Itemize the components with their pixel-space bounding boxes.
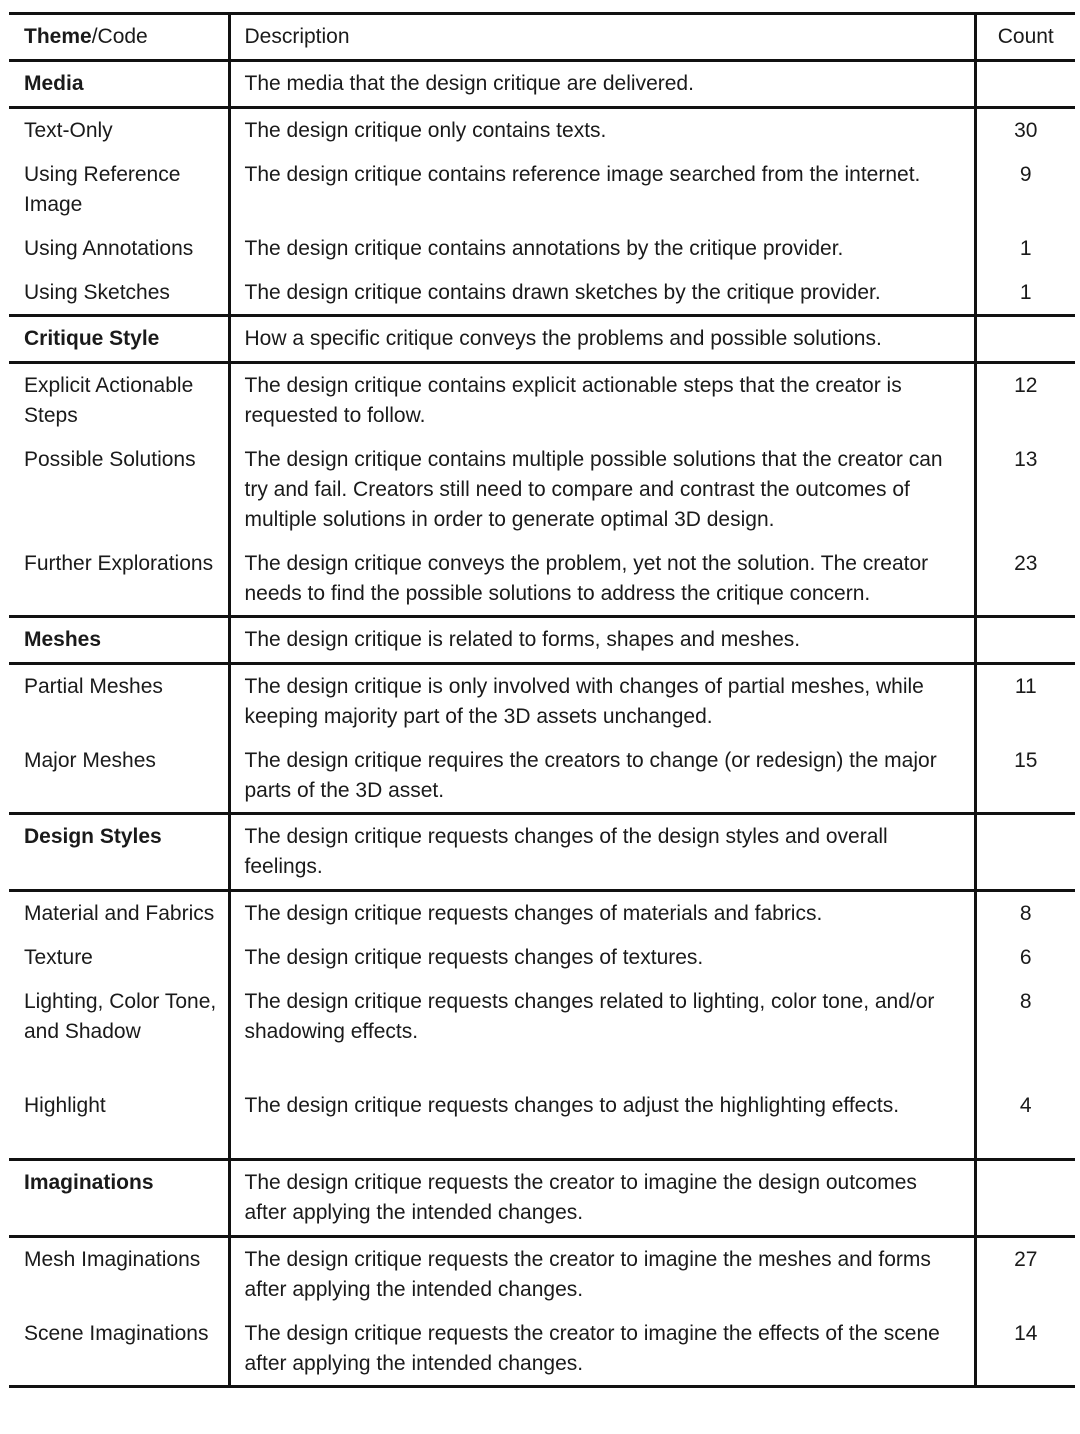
- table-row: [9, 271, 1075, 316]
- code-description: The design critique contains explicit actionable steps that the creator is requested to follow.: [229, 363, 975, 439]
- code-count: 30: [975, 108, 1075, 154]
- code-description: The design critique requests the creator to imagine the effects of the scene after applying the intended changes.: [229, 1312, 975, 1387]
- code-count: 8: [975, 891, 1075, 937]
- theme-row-imaginations: [9, 1160, 1075, 1237]
- code-name: Lighting, Color Tone, and Shadow: [9, 980, 229, 1084]
- code-name: Material and Fabrics: [9, 891, 229, 937]
- theme-row-critique-style: [9, 316, 1075, 363]
- theme-count: [975, 814, 1075, 891]
- code-description: The design critique requests changes related to lighting, color tone, and/or shadowing effects.: [229, 980, 975, 1084]
- code-description: The design critique contains annotations by the critique provider.: [229, 227, 975, 271]
- theme-name: Design Styles: [9, 814, 229, 891]
- code-name: Using Annotations: [9, 227, 229, 271]
- header-theme: Theme: [24, 25, 92, 48]
- header-separator: /: [91, 25, 98, 48]
- codebook-table: [9, 12, 1075, 1388]
- theme-description: The media that the design critique are delivered.: [229, 61, 975, 108]
- code-description: The design critique contains reference image searched from the internet.: [229, 153, 975, 227]
- code-name: Partial Meshes: [9, 664, 229, 740]
- code-count: 8: [1019, 990, 1032, 1013]
- header-code: Code: [97, 25, 148, 48]
- theme-row-media: [9, 61, 1075, 108]
- table-row: [9, 1084, 1075, 1160]
- table-row: [9, 936, 1075, 980]
- theme-count: [975, 617, 1075, 664]
- table-row: [9, 438, 1075, 542]
- code-name: Explicit Actionable Steps: [9, 363, 229, 439]
- theme-name: Imaginations: [9, 1160, 229, 1237]
- code-count: 14: [975, 1312, 1075, 1387]
- theme-description: The design critique requests changes of the design styles and overall feelings.: [229, 814, 975, 891]
- code-name: Texture: [9, 936, 229, 980]
- theme-name: Meshes: [9, 617, 229, 664]
- theme-description: The design critique requests the creator to imagine the design outcomes after applying the intended changes.: [229, 1160, 975, 1237]
- table-row: [9, 542, 1075, 617]
- code-description: The design critique requests the creator to imagine the meshes and forms after applying the intended changes.: [229, 1237, 975, 1313]
- code-count: 12: [975, 363, 1075, 439]
- code-name: Highlight: [9, 1084, 229, 1160]
- code-description: The design critique conveys the problem, yet not the solution. The creator needs to find the possible solutions to address the critique concern.: [229, 542, 975, 617]
- code-count: 1: [1019, 237, 1032, 260]
- table-row: [9, 1312, 1075, 1387]
- theme-count: [975, 316, 1075, 363]
- code-count: 15: [1014, 749, 1038, 772]
- theme-name: Critique Style: [9, 316, 229, 363]
- theme-description: The design critique is related to forms, shapes and meshes.: [229, 617, 975, 664]
- table-row: [9, 227, 1075, 271]
- code-description: The design critique requires the creators to change (or redesign) the major parts of the 3D asset.: [229, 739, 975, 814]
- theme-row-design-styles: [9, 814, 1075, 891]
- table-row: [9, 108, 1075, 154]
- code-count: 13: [1014, 448, 1038, 471]
- code-count: 1: [1019, 281, 1032, 304]
- code-description: The design critique only contains texts.: [229, 108, 975, 154]
- code-description: The design critique requests changes of textures.: [229, 936, 975, 980]
- table-row: [9, 739, 1075, 814]
- table-row: [9, 1237, 1075, 1313]
- table-row: [9, 664, 1075, 740]
- theme-name: Media: [9, 61, 229, 108]
- table-row: [9, 363, 1075, 439]
- header-theme-code: [9, 14, 229, 61]
- code-name: Using Reference Image: [9, 153, 229, 227]
- code-description: The design critique contains multiple possible solutions that the creator can try and fail. Creators still need to compare and contrast the outcomes of multiple solutions in order to generate optimal 3D design.: [229, 438, 975, 542]
- code-count: 4: [1019, 1094, 1032, 1117]
- code-name: Scene Imaginations: [9, 1312, 229, 1387]
- code-count: 11: [975, 664, 1075, 740]
- code-name: Further Explorations: [9, 542, 229, 617]
- table-header-row: [9, 14, 1075, 61]
- code-description: The design critique requests changes to adjust the highlighting effects.: [229, 1084, 975, 1160]
- code-name: Possible Solutions: [9, 438, 229, 542]
- code-description: The design critique is only involved with changes of partial meshes, while keeping majority part of the 3D assets unchanged.: [229, 664, 975, 740]
- header-count: Count: [975, 14, 1075, 61]
- code-description: The design critique requests changes of materials and fabrics.: [229, 891, 975, 937]
- table-row: [9, 153, 1075, 227]
- code-description: The design critique contains drawn sketches by the critique provider.: [229, 271, 975, 316]
- header-description: Description: [229, 14, 975, 61]
- code-name: Text-Only: [9, 108, 229, 154]
- theme-row-meshes: [9, 617, 1075, 664]
- table-row: [9, 980, 1075, 1084]
- code-name: Mesh Imaginations: [9, 1237, 229, 1313]
- theme-count: [975, 61, 1075, 108]
- code-name: Using Sketches: [9, 271, 229, 316]
- code-count: 9: [1019, 163, 1032, 186]
- code-count: 6: [1019, 946, 1032, 969]
- table-row: [9, 891, 1075, 937]
- theme-count: [975, 1160, 1075, 1237]
- code-count: 27: [975, 1237, 1075, 1313]
- code-name: Major Meshes: [9, 739, 229, 814]
- theme-description: How a specific critique conveys the problems and possible solutions.: [229, 316, 975, 363]
- code-count: 23: [1014, 552, 1038, 575]
